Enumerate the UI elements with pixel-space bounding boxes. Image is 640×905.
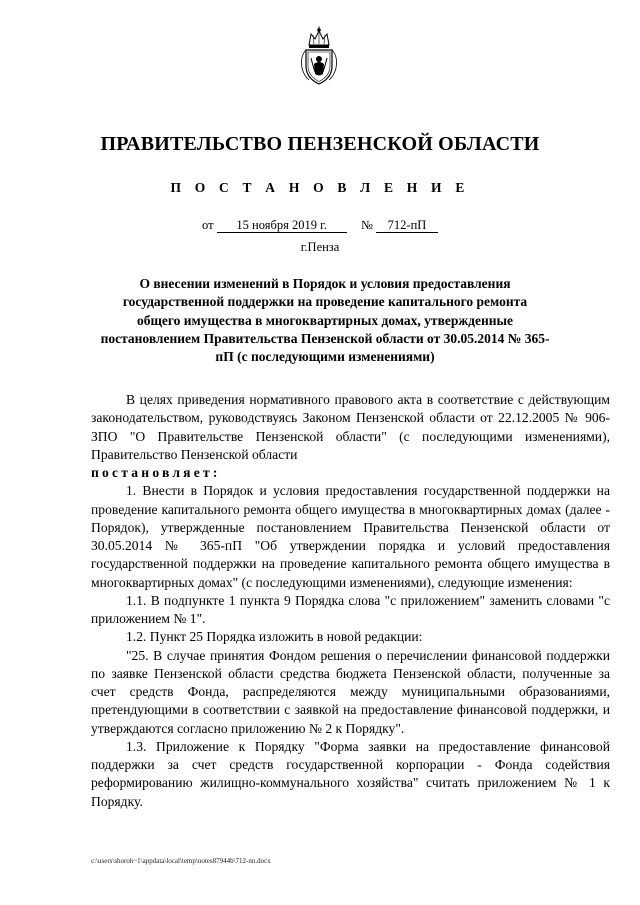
date-number-line [0,218,640,233]
date-prefix: от [202,218,214,232]
paragraph-25-text: "25. В случае принятия Фондом решения о перечислении финансовой поддержки по заявке Пензенской области средства бюджета Пензенской области, полученные за счет средств Фонда, распределяются между муниципальными образованиями, претендующими в соответствии с заявкой на предоставление финансовой поддержки, и утверждаются согласно приложению № 2 к Порядку". [91,647,610,736]
document-subject: О внесении изменений в Порядок и условия предоставления государственной поддержки на проведение капитального ремонта общего имущества в многоквартирных домах, утвержденные постановлением Правительства Пензенской области от 30.05.2014 № 365-пП (с последующими изменениями) [100,276,550,365]
paragraph-1-3: 1.3. Приложение к Порядку "Форма заявки на предоставление финансовой поддержки за счет средств государственной корпорации - Фонда содействия реформированию жилищно-коммунального хозяйства" считать приложением № 1 к Порядку. [91,738,610,809]
city: г.Пенза [300,240,340,254]
paragraph-1-1: 1.1. В подпункте 1 пункта 9 Порядка слова "с приложением" заменить словами "с приложением № 1". [91,592,610,626]
coat-of-arms-icon [297,26,341,86]
file-path-footer: c:\users\shoroh~1\appdata\local\temp\notes87944b\712-nn.docx [91,857,271,865]
document-body [91,391,610,811]
resolves-word: постановляет: [91,465,221,480]
number-sign: № [360,218,373,232]
paragraph-1-2: 1.2. Пункт 25 Порядка изложить в новой редакции: [126,629,423,645]
document-number: 712-пП [376,219,438,233]
document-date: 15 ноября 2019 г. [217,219,347,233]
intro-paragraph: В целях приведения нормативного правового акта в соответствие с действующим законодательством, руководствуясь Законом Пензенской области от 22.12.2005 № 906-ЗПО "О Правительстве Пензенской области" (с последующими изменениями), Правительство Пензенской области [91,392,610,462]
government-title: ПРАВИТЕЛЬСТВО ПЕНЗЕНСКОЙ ОБЛАСТИ [100,133,540,155]
paragraph-1: 1. Внести в Порядок и условия предоставления государственной поддержки на проведение капитального ремонта общего имущества в многоквартирных домах (далее - Порядок), утвержденные постановлением Правительства Пензенской области от 30.05.2014 № 365-пП "Об утверждении порядка и условий предоставления государственной поддержки на проведение капитального ремонта общего имущества в многоквартирных домах" (с последующими изменениями), следующие изменения: [91,483,610,590]
resolves-line [91,464,610,482]
document-type: П О С Т А Н О В Л Е Н И Е [170,180,470,195]
